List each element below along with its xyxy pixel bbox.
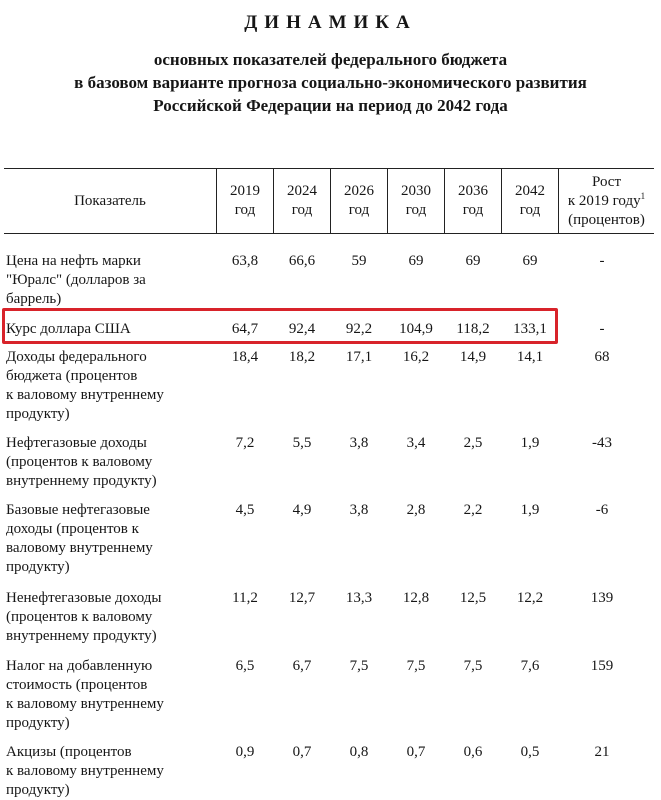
growth-cell: 139	[590, 590, 614, 606]
growth-cell: -	[599, 253, 605, 269]
growth-cell: -43	[592, 435, 612, 451]
budget-indicators-table	[4, 168, 654, 798]
row-label	[6, 743, 206, 800]
value-cell-2042: 7,6	[520, 658, 540, 674]
value-cell-2024: 6,7	[292, 658, 312, 674]
value-cell-2030: 16,2	[402, 349, 430, 365]
row-label-line: Акцизы (процентов	[6, 744, 132, 760]
row-label	[6, 252, 206, 309]
value-cell-2026: 3,8	[349, 435, 369, 451]
value-cell-2019: 0,9	[235, 744, 255, 760]
value-cell-2030: 69	[408, 253, 424, 269]
header-year-2024: 2024 год	[287, 183, 317, 218]
row-label-line: к валовому внутреннему	[6, 763, 164, 779]
row-label-line: к валовому внутреннему	[6, 696, 164, 712]
value-cell-2026: 3,8	[349, 502, 369, 518]
value-cell-2036: 0,6	[463, 744, 483, 760]
growth-cell: 21	[594, 744, 610, 760]
value-cell-2024: 66,6	[288, 253, 316, 269]
value-cell-2030: 7,5	[406, 658, 426, 674]
value-cell-2036: 69	[465, 253, 481, 269]
row-label-line: Налог на добавленную	[6, 658, 153, 674]
row-label-line: Базовые нефтегазовые	[6, 502, 150, 518]
row-label-line: продукту)	[6, 559, 70, 575]
value-cell-2030: 2,8	[406, 502, 426, 518]
subtitle-line: Российской Федерации на период до 2042 года	[153, 96, 508, 115]
value-cell-2019: 63,8	[231, 253, 259, 269]
value-cell-2042: 133,1	[513, 321, 547, 337]
row-label	[6, 589, 206, 646]
row-label	[6, 501, 206, 577]
row-label-line: баррель)	[6, 291, 62, 307]
value-cell-2042: 1,9	[520, 435, 540, 451]
row-label-line: Цена на нефть марки	[6, 253, 141, 269]
growth-cell: -6	[595, 502, 609, 518]
subtitle-line: в базовом варианте прогноза социально-экономического развития	[74, 73, 587, 92]
header-year-2019: 2019 год	[230, 183, 260, 218]
value-cell-2036: 118,2	[456, 321, 490, 337]
value-cell-2026: 17,1	[345, 349, 373, 365]
row-label-line: внутреннему продукту)	[6, 628, 157, 644]
subtitle-line: основных показателей федерального бюджета	[153, 50, 508, 69]
value-cell-2030: 104,9	[399, 321, 433, 337]
header-year-2026: 2026 год	[344, 183, 374, 218]
value-cell-2042: 12,2	[516, 590, 544, 606]
value-cell-2019: 18,4	[231, 349, 259, 365]
value-cell-2019: 6,5	[235, 658, 255, 674]
value-cell-2026: 92,2	[345, 321, 373, 337]
row-label	[6, 348, 206, 424]
row-label-line: (процентов к валовому	[6, 454, 153, 470]
row-label	[6, 434, 206, 491]
header-year-2036: 2036 год	[458, 183, 488, 218]
row-label-line: внутреннему продукту)	[6, 473, 157, 489]
value-cell-2024: 4,9	[292, 502, 312, 518]
table-header	[4, 168, 654, 234]
value-cell-2019: 7,2	[235, 435, 255, 451]
row-label-line: валовому внутреннему	[6, 540, 153, 556]
row-label-line: продукту)	[6, 782, 70, 798]
header-year-2042: 2042 год	[515, 183, 545, 218]
value-cell-2030: 0,7	[406, 744, 426, 760]
row-label-line: доходы (процентов к	[6, 521, 139, 537]
header-indicator: Показатель	[74, 192, 146, 209]
value-cell-2019: 64,7	[231, 321, 259, 337]
row-label-line: Нефтегазовые доходы	[6, 435, 147, 451]
header-year-2030: 2030 год	[401, 183, 431, 218]
row-label-line: "Юралс" (долларов за	[6, 272, 146, 288]
row-label	[6, 657, 206, 733]
document-subtitle	[0, 48, 661, 117]
value-cell-2036: 2,2	[463, 502, 483, 518]
value-cell-2026: 13,3	[345, 590, 373, 606]
row-label-line: к валовому внутреннему	[6, 387, 164, 403]
value-cell-2030: 3,4	[406, 435, 426, 451]
row-label-line: продукту)	[6, 715, 70, 731]
value-cell-2019: 11,2	[232, 590, 258, 606]
growth-cell: -	[599, 321, 605, 337]
row-label-line: Курс доллара США	[6, 321, 131, 337]
value-cell-2036: 14,9	[459, 349, 487, 365]
value-cell-2024: 0,7	[292, 744, 312, 760]
value-cell-2026: 7,5	[349, 658, 369, 674]
growth-cell: 68	[594, 349, 610, 365]
value-cell-2036: 2,5	[463, 435, 483, 451]
row-label-line: стоимость (процентов	[6, 677, 148, 693]
value-cell-2024: 18,2	[288, 349, 316, 365]
row-label-line: Ненефтегазовые доходы	[6, 590, 162, 606]
document-title: ДИНАМИКА	[244, 12, 417, 33]
row-label-line: продукту)	[6, 406, 70, 422]
value-cell-2024: 92,4	[288, 321, 316, 337]
header-growth: Рост к 2019 году$^1$ (процентов)	[567, 173, 646, 228]
value-cell-2026: 0,8	[349, 744, 369, 760]
value-cell-2042: 1,9	[520, 502, 540, 518]
value-cell-2042: 14,1	[516, 349, 544, 365]
value-cell-2024: 12,7	[288, 590, 316, 606]
row-label-line: бюджета (процентов	[6, 368, 138, 384]
value-cell-2026: 59	[351, 253, 367, 269]
value-cell-2036: 7,5	[463, 658, 483, 674]
value-cell-2019: 4,5	[235, 502, 255, 518]
value-cell-2042: 0,5	[520, 744, 540, 760]
value-cell-2042: 69	[522, 253, 538, 269]
highlight-box	[2, 308, 558, 344]
value-cell-2024: 5,5	[292, 435, 312, 451]
row-label-line: (процентов к валовому	[6, 609, 153, 625]
row-label-line: Доходы федерального	[6, 349, 147, 365]
growth-cell: 159	[590, 658, 614, 674]
value-cell-2036: 12,5	[459, 590, 487, 606]
value-cell-2030: 12,8	[402, 590, 430, 606]
